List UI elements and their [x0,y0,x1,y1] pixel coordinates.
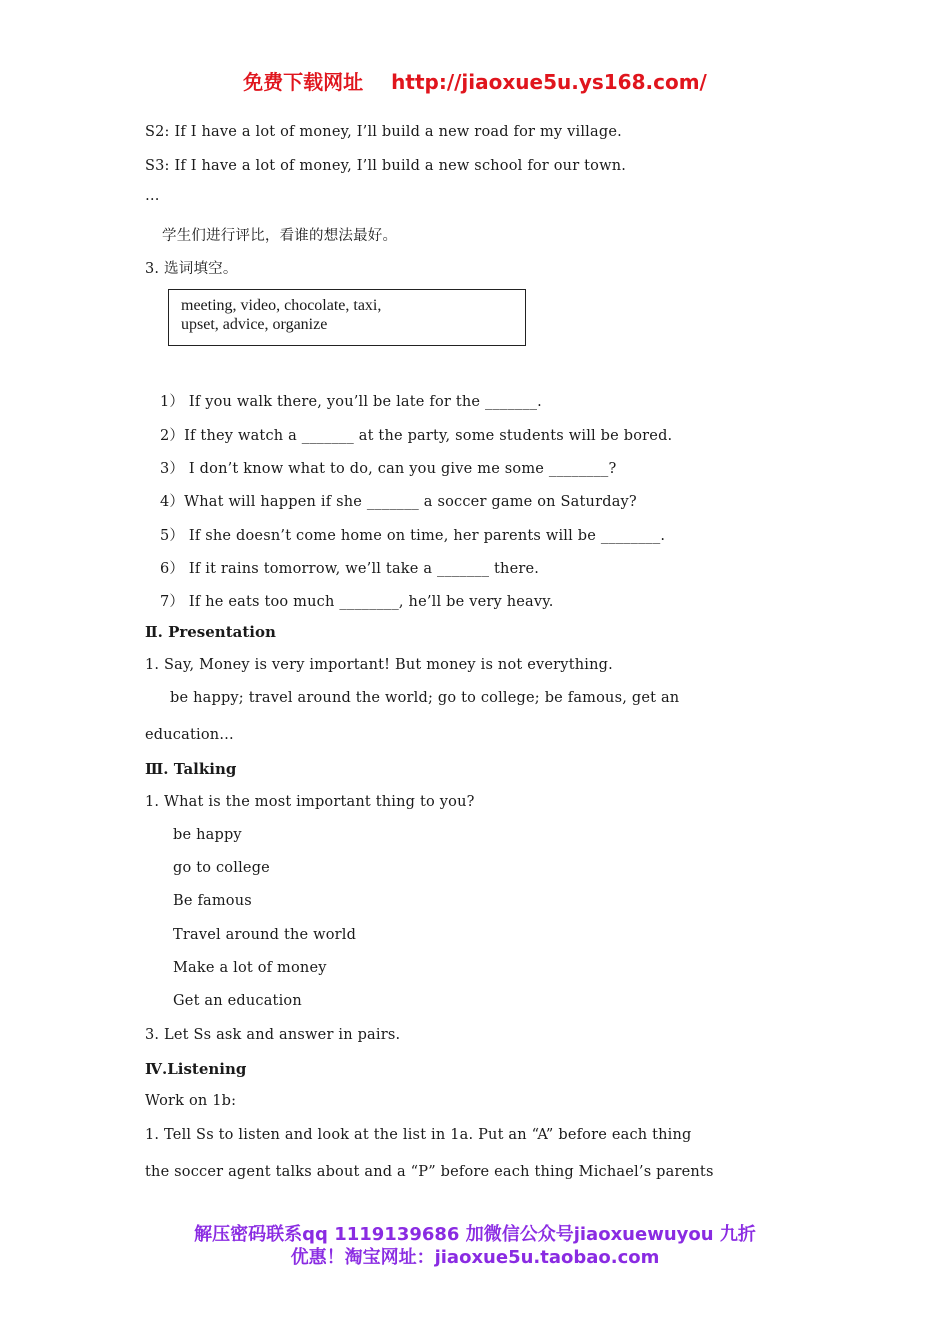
blank-5: 5） If she doesn’t come home on time, her parents will be ________. [160,528,666,544]
talking-item-6: Get an education [173,993,302,1009]
footer-line-1: 解压密码联系qq 1119139686 加微信公众号jiaoxuewuyou 九折 [194,1224,756,1245]
dialogue-s3: S3: If I have a lot of money, I’ll build a new school for our town. [145,158,627,174]
blank-2: 2）If they watch a _______ at the party, some students will be bored. [160,428,673,444]
listening-work: Work on 1b: [145,1093,237,1109]
presentation-line-1: 1. Say, Money is very important! But money is not everything. [145,657,613,673]
blank-7: 7） If he eats too much ________, he’ll be very heavy. [160,594,554,610]
blank-3: 3） I don’t know what to do, can you give me some ________? [160,461,617,477]
presentation-line-2: be happy; travel around the world; go to college; be famous, get an [170,690,680,706]
talking-item-1: be happy [173,827,242,843]
blank-6: 6） If it rains tomorrow, we’ll take a _______ there. [160,561,540,577]
talking-question: 1. What is the most important thing to you? [145,794,475,810]
header-url[interactable]: http://jiaoxue5u.ys168.com/ [391,70,707,94]
ellipsis: … [145,188,160,204]
talking-item-5: Make a lot of money [173,960,327,976]
footer-line-2: 优惠！淘宝网址：jiaoxue5u.taobao.com [290,1247,660,1268]
header-banner [0,66,950,95]
listening-heading: Ⅳ.Listening [145,1060,247,1078]
header-title: 免费下载网址 [243,70,364,94]
listening-line-1: 1. Tell Ss to listen and look at the list in 1a. Put an “A” before each thing [145,1127,692,1143]
talking-item-2: go to college [173,860,270,876]
word-box-row-1: meeting, video, chocolate, taxi, [181,297,382,314]
task-3-title: 3. 选词填空。 [145,261,238,277]
presentation-heading: Ⅱ. Presentation [145,623,276,641]
talking-pairs: 3. Let Ss ask and answer in pairs. [145,1027,401,1043]
talking-heading: Ⅲ. Talking [145,760,237,778]
blank-1: 1） If you walk there, you’ll be late for the _______. [160,394,542,410]
talking-item-3: Be famous [173,893,252,909]
compare-instruction: 学生们进行评比，看谁的想法最好。 [162,228,398,244]
word-box [168,289,526,346]
listening-line-2: the soccer agent talks about and a “P” before each thing Michael’s parents [145,1164,714,1180]
presentation-line-3: education… [145,727,234,743]
word-box-row-2: upset, advice, organize [181,316,328,333]
talking-item-4: Travel around the world [173,927,357,943]
dialogue-s2: S2: If I have a lot of money, I’ll build a new road for my village. [145,124,622,140]
blank-4: 4）What will happen if she _______ a soccer game on Saturday? [160,494,637,510]
